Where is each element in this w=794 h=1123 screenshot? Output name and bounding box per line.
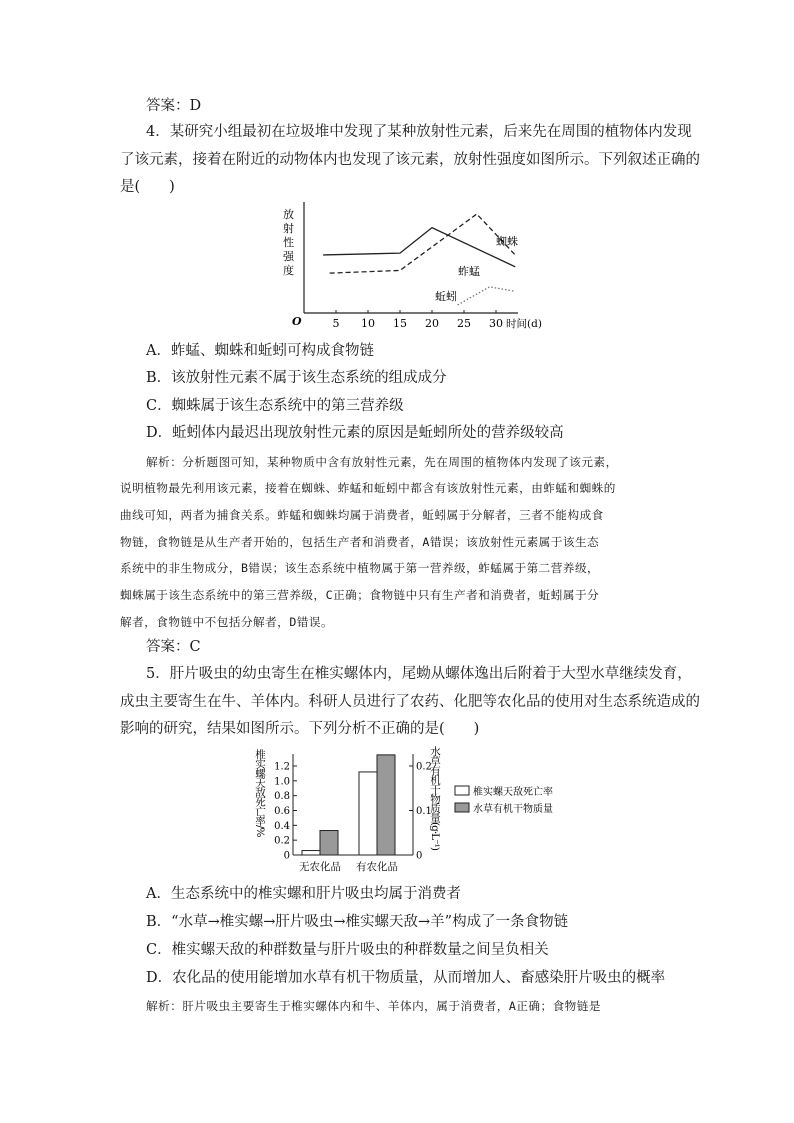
q4-explanation-line-2: 说明植物最先利用该元素，接着在蜘蛛、蚱蜢和蚯蚓中都含有该放射性元素，由蚱蜢和蜘蛛的 [120, 481, 616, 495]
q5-stem-line-3: 影响的研究，结果如图所示。下列分析不正确的是( ) [120, 721, 480, 737]
bar-椎实螺天敌死亡率-有农化品 [359, 772, 377, 855]
q4-option-b: B．该放射性元素不属于该生态系统的组成成分 [146, 370, 447, 386]
x-axis-label: 时间(d) [506, 318, 542, 330]
bar-水草有机干物质量-有农化品 [377, 755, 395, 855]
legend-swatch [455, 803, 469, 812]
q5-option-a: A．生态系统中的椎实螺和肝片吸虫均属于消费者 [146, 886, 461, 902]
series-label-grasshopper: 蚱蜢 [458, 265, 480, 278]
x-tick-label: 25 [457, 317, 471, 330]
series-line-蚯蚓 [458, 287, 516, 305]
q4-explanation-line-3: 曲线可知，两者为捕食关系。蚱蜢和蜘蛛均属于消费者，蚯蚓属于分解者，三者不能构成食 [120, 508, 604, 522]
q4-explanation-line-7: 解者，食物链中不包括分解者，D错误。 [120, 615, 334, 629]
pesticide-bar-chart [250, 744, 600, 876]
q4-explanation-line-6: 蜘蛛属于该生态系统中的第三营养级，C正确；食物链中只有生产者和消费者，蚯蚓属于分 [120, 588, 600, 602]
left-tick-label: 0.4 [274, 820, 290, 832]
y-label-char: 性 [283, 236, 294, 249]
bar-水草有机干物质量-无农化品 [320, 831, 338, 855]
q4-stem-line-3: 是( ) [120, 179, 175, 195]
x-tick-label: 10 [361, 317, 375, 330]
q4-option-a: A．蚱蜢、蜘蛛和蚯蚓可构成食物链 [146, 343, 374, 359]
q4-option-d: D．蚯蚓体内最迟出现放射性元素的原因是蚯蚓所处的营养级较高 [146, 425, 564, 441]
q5-stem-line-2: 成虫主要寄生在牛、羊体内。科研人员进行了农药、化肥等农化品的使用对生态系统造成的 [120, 694, 700, 710]
q4-explanation-line-1: 解析：分析题图可知，某种物质中含有放射性元素，先在周围的植物体内发现了该元素， [146, 455, 618, 469]
origin-label: O [292, 315, 302, 328]
x-tick-label: 15 [393, 317, 407, 330]
left-tick-label: 0.6 [274, 806, 290, 817]
q4-stem-line-1: 4．某研究小组最初在垃圾堆中发现了某种放射性元素，后来先在周围的植物体内发现 [146, 124, 692, 140]
right-axis-label: 水草有机干物质量(g·L⁻¹) [429, 746, 441, 850]
left-tick-label: 1.2 [274, 761, 290, 773]
q4-explanation-line-5: 系统中的非生物成分，B错误；该生态系统中植物属于第一营养级，蚱蜢属于第二营养级， [120, 561, 600, 575]
series-line-蜘蛛 [330, 214, 516, 273]
y-label-char: 度 [283, 264, 294, 277]
q5-explanation-line-1: 解析：肝片吸虫主要寄生于椎实螺体内和牛、羊体内，属于消费者，A正确；食物链是 [146, 999, 601, 1013]
radioactivity-line-chart [270, 200, 560, 335]
right-tick-label: 0.1 [416, 806, 432, 817]
y-label-char: 强 [283, 250, 294, 263]
series-label-spider: 蜘蛛 [496, 235, 518, 248]
category-label: 无农化品 [299, 861, 341, 873]
legend-swatch [455, 786, 469, 795]
answer-d: 答案：D [146, 98, 202, 114]
left-axis-label: 椎实螺天敌死亡率/% [254, 749, 266, 837]
category-label: 有农化品 [356, 861, 398, 873]
legend-label: 水草有机干物质量 [473, 804, 553, 815]
q4-stem-line-2: 了该元素，接着在附近的动物体内也发现了该元素，放射性强度如图所示。下列叙述正确的 [120, 152, 700, 168]
series-label-earthworm: 蚯蚓 [435, 290, 457, 303]
q4-explanation-line-4: 物链，食物链是从生产者开始的，包括生产者和消费者，A错误；该放射性元素属于该生态 [120, 535, 600, 549]
right-tick-label: 0.2 [416, 761, 432, 773]
right-tick-label: 0 [416, 850, 423, 862]
series-line-蚱蜢 [323, 228, 515, 267]
y-label-char: 射 [283, 222, 294, 235]
left-tick-label: 0.2 [274, 835, 290, 847]
q5-option-d: D．农化品的使用能增加水草有机干物质量，从而增加人、畜感染肝片吸虫的概率 [146, 970, 666, 986]
bar-椎实螺天敌死亡率-无农化品 [302, 851, 320, 855]
x-tick-label: 20 [425, 317, 439, 330]
q5-option-b: B．“水草→椎实螺→肝片吸虫→椎实螺天敌→羊”构成了一条食物链 [146, 914, 569, 930]
q5-option-c: C．椎实螺天敌的种群数量与肝片吸虫的种群数量之间呈负相关 [146, 942, 549, 958]
y-label-char: 放 [283, 208, 294, 221]
q5-stem-line-1: 5．肝片吸虫的幼虫寄生在椎实螺体内，尾蚴从螺体逸出后附着于大型水草继续发育， [146, 666, 692, 682]
left-tick-label: 0.8 [274, 791, 290, 803]
answer-c: 答案：C [146, 639, 201, 655]
left-tick-label: 0 [283, 850, 290, 862]
x-tick-label: 30 [489, 317, 503, 330]
left-tick-label: 1.0 [274, 776, 290, 788]
x-tick-label: 5 [332, 317, 340, 330]
legend-label: 椎实螺天敌死亡率 [473, 787, 553, 798]
q4-option-c: C．蜘蛛属于该生态系统中的第三营养级 [146, 398, 404, 414]
